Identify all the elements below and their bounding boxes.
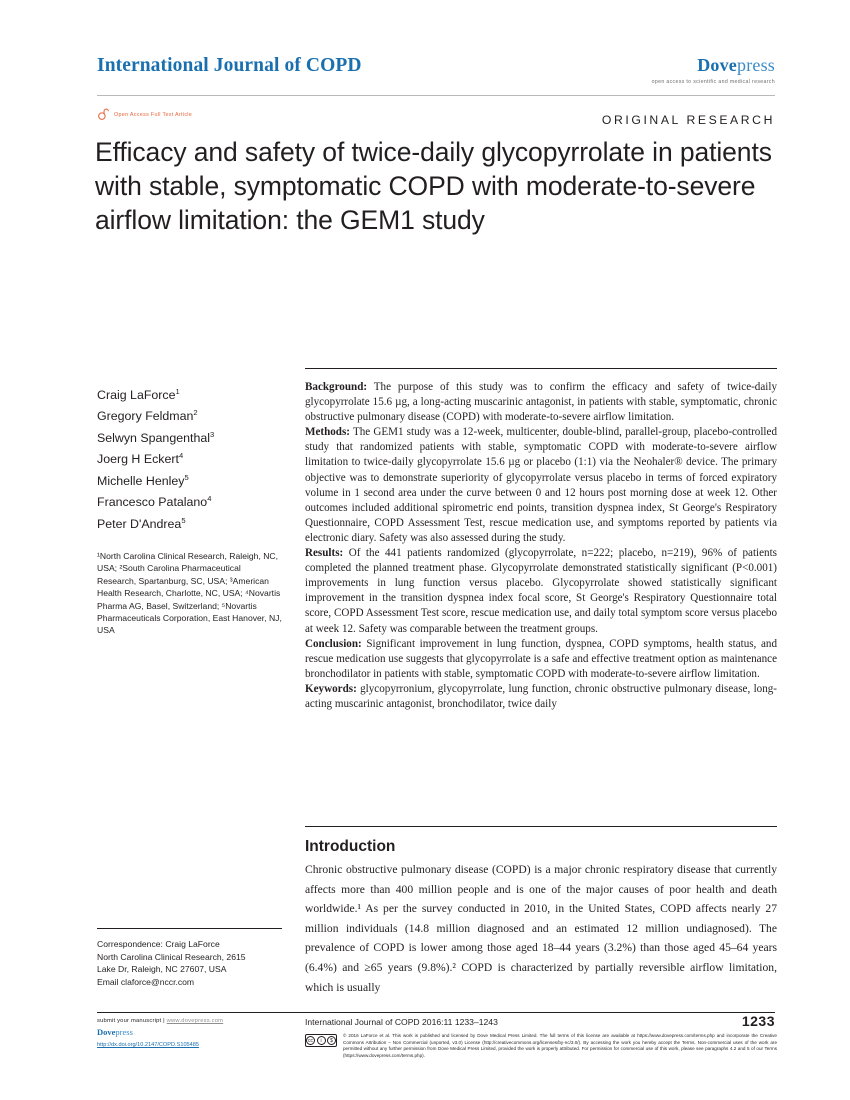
page-title: Efficacy and safety of twice-daily glycopyrrolate in patients with stable, symptomatic COPD with moderate-to-severe airflow limitation: the GEM1 study [95,137,772,235]
abstract-background-text: The purpose of this study was to confirm the efficacy and safety of twice-daily glycopyrrolate 15.6 µg, a long-acting muscarinic antagonist, in patients with stable, symptomatic, chronic obstructive pulmonary disease (COPD) with moderate-to-severe airflow limitation. [305,381,777,424]
footer-dove: Dove [97,1027,116,1037]
doi-link[interactable]: http://dx.doi.org/10.2147/COPD.S105485 [97,1042,199,1048]
abstract-background [305,380,777,425]
abstract-results [305,546,777,637]
introduction-body: Chronic obstructive pulmonary disease (COPD) is a major chronic respiratory disease that currently affects more than 400 million people and is one of the major causes of poor health and death worldwide.¹ As per the survey conducted in 2010, in the United States, COPD affects nearly 27 million individuals (14.8 million diagnosed and an estimated 12 million undiagnosed). The prevalence of COPD is lower among those aged 18–44 years (3.2%) than those aged 45–64 years (6.4%) and ≥65 years (9.8%).² COPD is characterized by partially reversible airflow limitation, which is usually [305,863,777,994]
abstract-methods-label: Methods: [305,426,350,439]
cc-by-icon: i [317,1036,326,1045]
footer-press: press [115,1027,133,1037]
publisher-block [652,55,775,85]
license-block [305,1033,777,1059]
open-access-label: Open Access Full Text Article [114,111,193,118]
correspondence-line: Correspondence: Craig LaForce [97,939,220,949]
abstract-results-text: Of the 441 patients randomized (glycopyrrolate, n=222; placebo, n=219), 96% of patients completed the planned treatment phase. Glycopyrrolate demonstrated statistically significant (P<0.001) improvements in lung function versus placebo. Glycopyrrolate showed statistically significant improvement in the transition dyspnea index focal score, St George's Respiratory Questionnaire total score, COPD Assessment Test score, rescue medication use, and daily total symptom score versus placebo at week 12. Safety was comparable between the treatment groups. [305,547,777,635]
submit-url[interactable]: www.dovepress.com [166,1018,224,1024]
footer-doi[interactable] [97,1042,287,1048]
abstract [305,380,777,712]
author-column [97,383,282,637]
publisher-tagline: open access to scientific and medical research [651,79,775,85]
footer-dovepress-logo [97,1027,287,1037]
correspondence-email[interactable]: Email claforce@nccr.com [97,976,195,987]
abstract-background-label: Background: [305,381,368,393]
submit-label: submit your manuscript | [97,1018,165,1024]
journal-title: International Journal of COPD [97,55,362,76]
abstract-methods-text: The GEM1 study was a 12-week, multicenter, double-blind, parallel-group, placebo-controlled study that randomized patients with stable, symptomatic COPD with moderate-to-severe airflow limitation to twice-daily glycopyrrolate 15.6 µg or placebo (1:1) via the Neohaler® device. The primary objective was to demonstrate superiority of glycopyrrolate versus placebo in terms of forced expiratory volume in 1 second area under the curve between 0 and 12 hours post morning dose at week 12. Other outcomes included additional spirometric end points, transition dyspnea index, St George's Respiratory Questionnaire, COPD Assessment Test, rescue medication use, and symptoms reported by patients via electronic diary. Safety was also assessed during the study. [305,426,777,544]
footer-divider [97,1012,775,1013]
abstract-divider [305,368,777,369]
dovepress-logo-press: press [737,55,775,75]
author-item: Francesco Patalano$^4$ [97,494,212,510]
author-list [97,383,282,533]
correspondence-block [97,938,292,988]
open-access-lock-icon [97,108,110,121]
masthead [97,55,775,85]
creative-commons-icon [305,1034,337,1047]
affiliations: ¹North Carolina Clinical Research, Raleigh, NC, USA; ²South Carolina Pharmaceutical Research, Spartanburg, SC, USA; ³American Health Research, Charlotte, NC, USA; ⁴Novartis Pharma AG, Basel, Switzerland; ⁵Novartis Pharmaceuticals Corporation, East Hanover, NJ, USA [97,550,282,636]
introduction-heading: Introduction [305,838,396,855]
abstract-keywords-label: Keywords: [305,682,357,695]
dovepress-logo [652,55,775,76]
correspondence-divider [97,928,282,929]
introduction-divider [305,826,777,827]
author-item: Michelle Henley$^5$ [97,472,189,488]
cc-circle-icon: cc [308,1037,313,1044]
page-number: 1233 [741,1013,775,1029]
abstract-conclusion-text: Significant improvement in lung function, dyspnea, COPD symptoms, health status, and rescue medication use suggests that glycopyrrolate is a safe and effective treatment option as maintenance bronchodilator in patients with stable, symptomatic COPD with moderate-to-severe airflow limitation. [305,637,777,680]
author-item: Gregory Feldman$^2$ [97,408,198,424]
author-item: Joerg H Eckert$^4$ [97,451,184,467]
abstract-keywords-text: glycopyrronium, glycopyrrolate, lung function, chronic obstructive pulmonary disease, long-acting muscarinic antagonist, bronchodilator, twice daily [305,682,777,710]
correspondence-line: North Carolina Clinical Research, 2615 [97,951,246,962]
footer-left [97,1018,287,1048]
abstract-conclusion-label: Conclusion: [305,637,362,650]
abstract-keywords [305,682,777,712]
dovepress-logo-dove: Dove [697,55,737,75]
author-item: Selwyn Spangenthal$^3$ [97,429,215,445]
submit-manuscript-line[interactable] [97,1018,287,1024]
correspondence-line: Lake Dr, Raleigh, NC 27607, USA [97,964,227,974]
cc-nc-icon: $ [327,1036,336,1045]
footer-citation: International Journal of COPD 2016:11 1233–1243 [305,1017,498,1027]
open-access-badge[interactable] [97,108,192,121]
masthead-divider [97,95,775,96]
author-item: Peter D'Andrea$^5$ [97,515,186,531]
abstract-results-label: Results: [305,547,344,560]
author-item: Craig LaForce$^1$ [97,387,180,403]
license-text: © 2016 LaForce et al. This work is published and licensed by Dove Medical Press Limited. The full terms of this license are available at https://www.dovepress.com/terms.php and incorporate the Creative Commons Attribution – Non Commercial (unported, v3.0) License (http://creativecommons.org/licenses/by-nc/3.0/). By accessing the work you hereby accept the Terms. Non-commercial uses of the work are permitted without any further permission from Dove Medical Press Limited, provided the work is properly attributed. For permission for commercial use of this work, please see paragraphs 4.2 and 5 of our Terms (https://www.dovepress.com/terms.php). [343,1033,777,1058]
abstract-conclusion [305,637,777,682]
abstract-methods [305,425,777,546]
article-type-label: ORIGINAL RESEARCH [601,113,775,127]
